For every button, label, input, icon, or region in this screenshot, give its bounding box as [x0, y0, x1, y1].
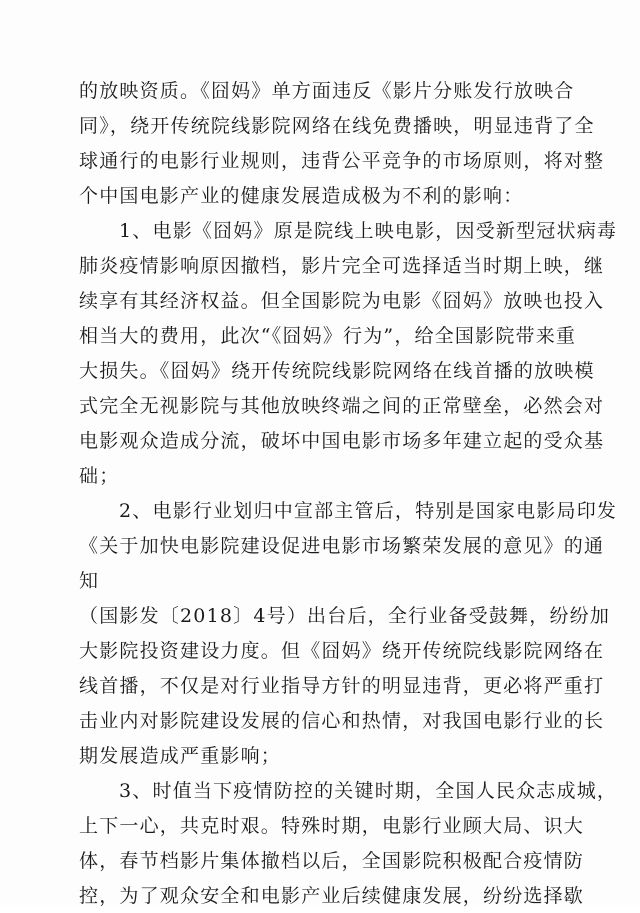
paragraph-3-start: 3、时值当下疫情防控的关键时期，全国人民众志成城， — [119, 780, 618, 802]
text-line: 期发展造成严重影响； — [79, 745, 282, 767]
text-line: 个中国电影产业的健康发展造成极为不利的影响： — [79, 185, 524, 207]
paragraph-2-start: 2、电影行业划归中宣部主管后，特别是国家电影局印发 — [119, 500, 618, 522]
text-line: 控，为了观众安全和电影产业后续健康发展，纷纷选择歇 — [79, 885, 585, 907]
text-line: 续享有其经济权益。但全国影院为电影《囧妈》放映也投入 — [79, 290, 605, 312]
text-line: 线首播，不仅是对行业指导方针的明显违背，更必将严重打 — [79, 675, 605, 697]
text-line: 础； — [79, 465, 120, 487]
text-line: 同》，绕开传统院线影院网络在线免费播映，明显违背了全 — [79, 115, 595, 137]
text-line: 球通行的电影行业规则，违背公平竞争的市场原则，将对整 — [79, 150, 605, 172]
text-line: 上下一心，共克时艰。特殊时期，电影行业顾大局、识大 — [79, 815, 585, 837]
text-line: 知 — [79, 570, 100, 592]
text-line: （国影发〔2018〕4号）出台后，全行业备受鼓舞，纷纷加 — [79, 605, 611, 627]
text-line: 式完全无视影院与其他放映终端之间的正常壁垒，必然会对 — [79, 395, 605, 417]
text-line: 肺炎疫情影响原因撤档，影片完全可选择适当时期上映，继 — [79, 255, 605, 277]
paragraph-1-start: 1、电影《囧妈》原是院线上映电影，因受新型冠状病毒 — [119, 220, 618, 242]
text-line: 大影院投资建设力度。但《囧妈》绕开传统院线影院网络在 — [79, 640, 605, 662]
text-line: 电影观众造成分流，破坏中国电影市场多年建立起的受众基 — [79, 430, 605, 452]
text-line: 大损失。《囧妈》绕开传统院线影院网络在线首播的放映模 — [79, 360, 595, 382]
text-line: 击业内对影院建设发展的信心和热情，对我国电影行业的长 — [79, 710, 605, 732]
text-line: 《关于加快电影院建设促进电影市场繁荣发展的意见》的通 — [79, 535, 605, 557]
text-line: 的放映资质。《囧妈》单方面违反《影片分账发行放映合 — [79, 80, 575, 102]
text-line: 相当大的费用，此次“《囧妈》行为”，给全国影院带来重 — [79, 325, 577, 347]
text-line: 体，春节档影片集体撤档以后，全国影院积极配合疫情防 — [79, 850, 585, 872]
